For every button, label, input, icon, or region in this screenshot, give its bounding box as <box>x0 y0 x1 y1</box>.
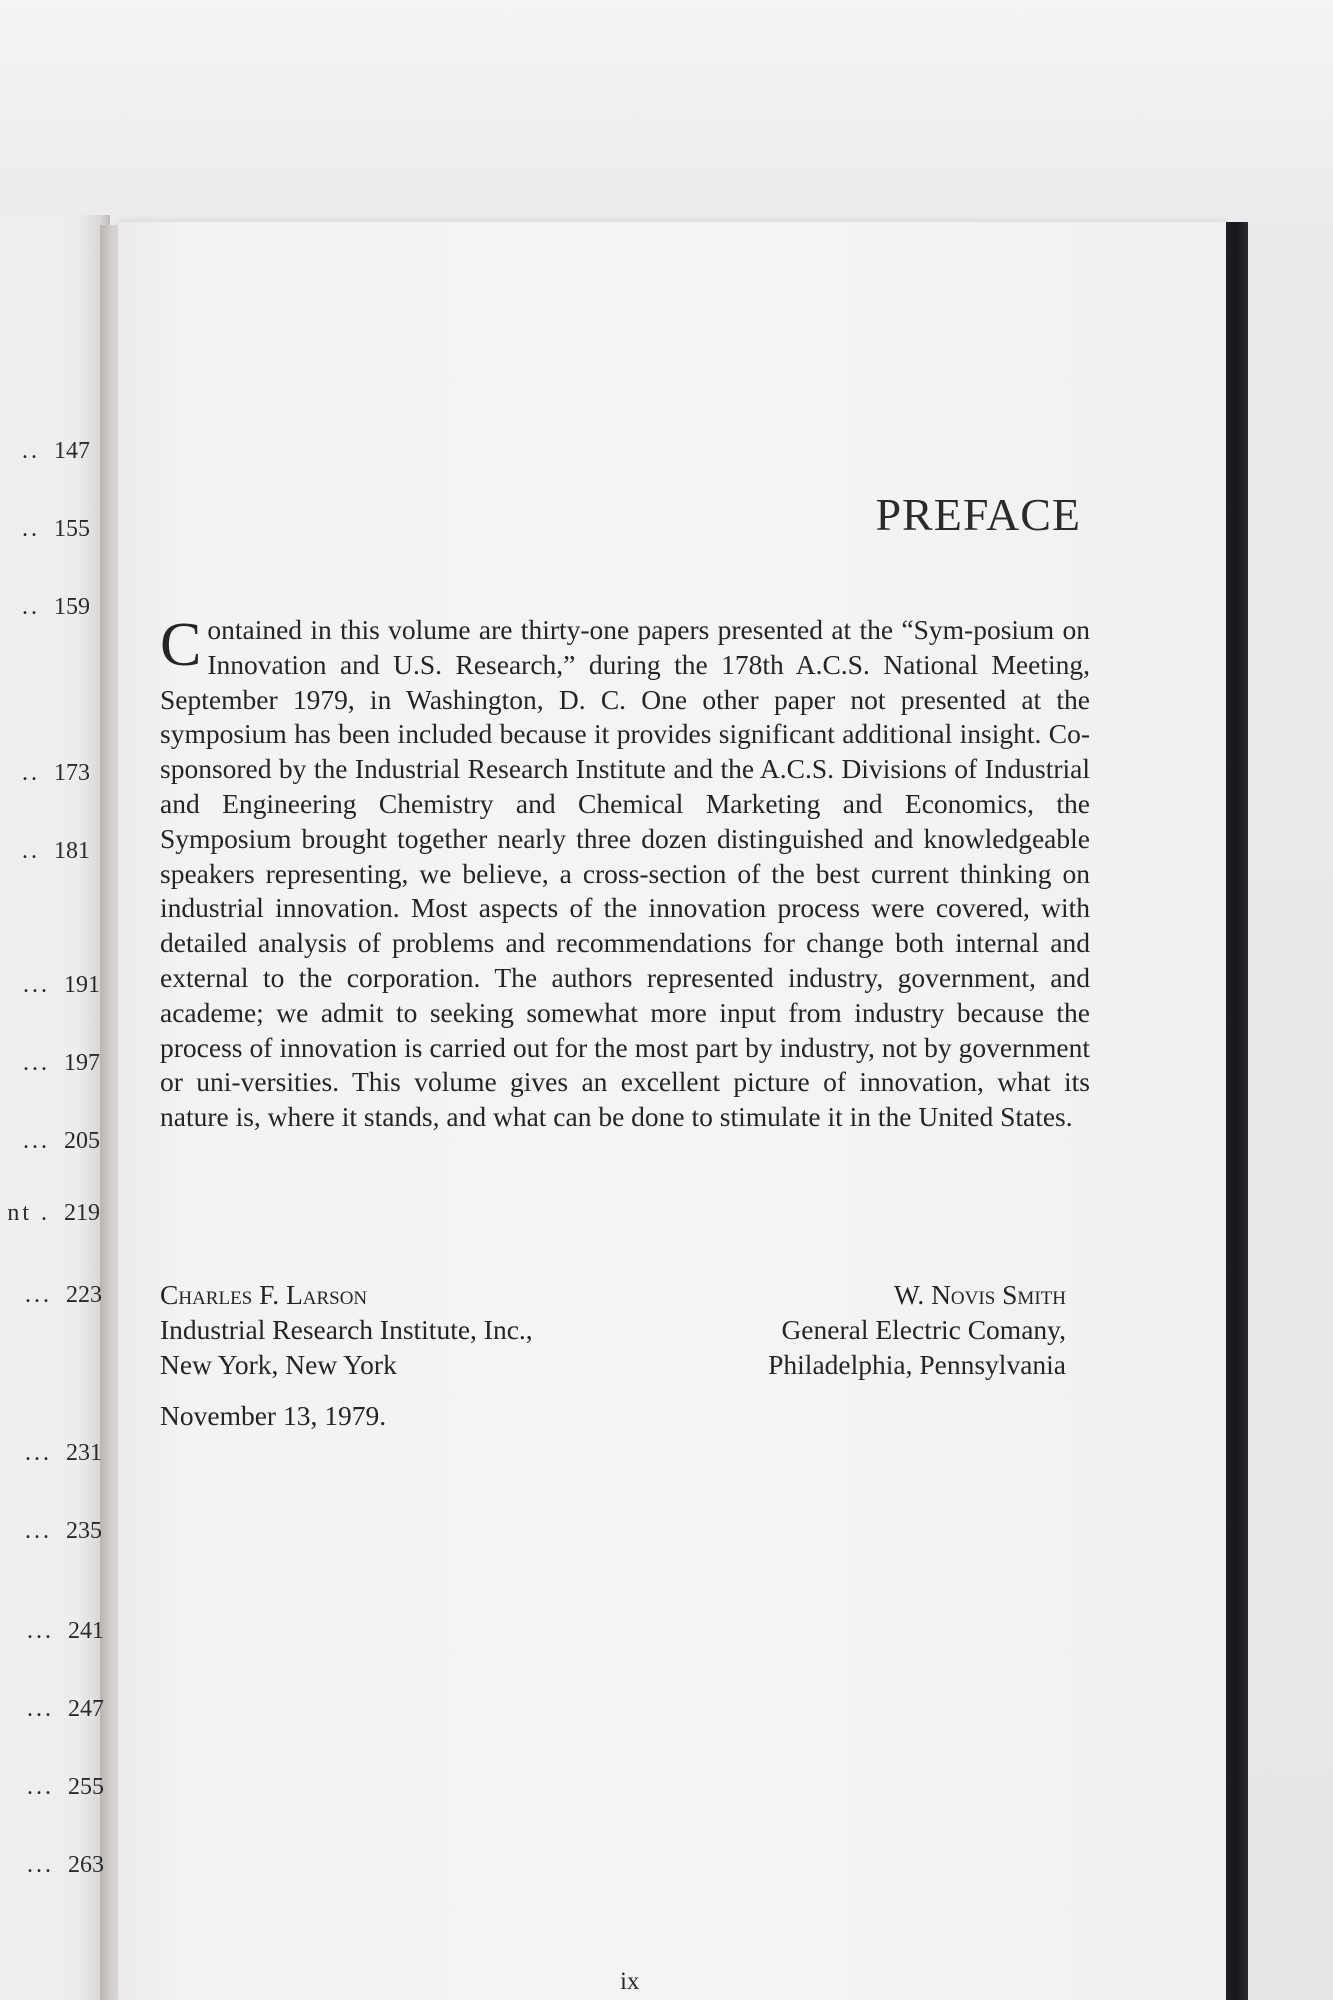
toc-row <box>0 1128 100 1168</box>
signer-name: W. Novis Smith <box>893 1279 1066 1310</box>
toc-row <box>0 594 90 634</box>
toc-row <box>0 1696 104 1736</box>
signature-right <box>768 1278 1066 1382</box>
toc-leader-dots: ... <box>27 1852 54 1878</box>
toc-page-number: 241 <box>68 1618 104 1644</box>
toc-row <box>0 516 90 556</box>
signer-organization: General Electric Comany, <box>781 1313 1066 1345</box>
toc-leader-dots: ... <box>25 1518 52 1544</box>
toc-row <box>0 438 90 478</box>
toc-page-number: 197 <box>64 1050 100 1076</box>
toc-leader-dots: ... <box>25 1440 52 1466</box>
toc-row <box>0 1618 104 1658</box>
toc-row <box>0 972 100 1012</box>
toc-leader-dots: ... <box>25 1282 52 1308</box>
preface-text: ontained in this volume are thirty-one papers presented at the “Sym-posium on Innovation and U.S. Research,” during the 178th A.C.S. National Meeting, September 1979, in Washington, D. C. One other paper not presented at the symposium has been included because it provides significant additional insight. Co-sponsored by the Industrial Research Institute and the A.C.S. Divisions of Industrial and Engineering Chemistry and Chemical Marketing and Economics, the Symposium brought together nearly three dozen distinguished and knowledgeable speakers representing, we believe, a cross-section of the best current thinking on industrial innovation. Most aspects of the innovation process were covered, with detailed analysis of problems and recommendations for change both internal and external to the corporation. The authors represented industry, government, and academe; we admit to seeking somewhat more input from industry because the process of innovation is carried out for the most part by industry, not by government or uni-versities. This volume gives an excellent picture of innovation, what its nature is, where it stands, and what can be done to stimulate it in the United States. <box>160 614 1090 1133</box>
toc-page-number: 223 <box>66 1282 102 1308</box>
toc-page-number: 181 <box>54 838 90 864</box>
preface-date: November 13, 1979. <box>160 1400 387 1431</box>
signer-organization: Industrial Research Institute, Inc., <box>160 1313 533 1345</box>
toc-row <box>0 1050 100 1090</box>
toc-leader-dots: ... <box>27 1696 54 1722</box>
toc-page-number: 155 <box>54 516 90 542</box>
toc-page-number: 205 <box>64 1128 100 1154</box>
toc-page-number: 263 <box>68 1852 104 1878</box>
toc-page-number: 159 <box>54 594 90 620</box>
toc-row <box>0 1440 102 1480</box>
toc-page-numbers <box>0 0 110 2000</box>
toc-page-number: 247 <box>68 1696 104 1722</box>
signer-location: New York, New York <box>160 1348 397 1380</box>
toc-leader-dots: nt . <box>7 1200 50 1226</box>
signature-left <box>160 1278 533 1382</box>
toc-page-number: 235 <box>66 1518 102 1544</box>
toc-leader-dots: .. <box>22 594 40 620</box>
signer-location: Philadelphia, Pennsylvania <box>768 1348 1066 1380</box>
toc-row <box>0 1774 104 1814</box>
toc-row <box>0 1200 100 1240</box>
signer-name: Charles F. Larson <box>160 1279 368 1310</box>
toc-row <box>0 1518 102 1558</box>
preface-paragraph <box>160 613 1090 1135</box>
toc-page-number: 173 <box>54 760 90 786</box>
toc-page-number: 219 <box>64 1200 100 1226</box>
toc-page-number: 191 <box>64 972 100 998</box>
toc-leader-dots: ... <box>23 1050 50 1076</box>
signature-block <box>160 1278 1066 1388</box>
toc-page-number: 147 <box>54 438 90 464</box>
toc-leader-dots: ... <box>23 1128 50 1154</box>
toc-page-number: 231 <box>66 1440 102 1466</box>
page-number: ix <box>620 1968 640 1995</box>
toc-page-number: 255 <box>68 1774 104 1800</box>
toc-leader-dots: .. <box>22 760 40 786</box>
toc-row <box>0 760 90 800</box>
toc-row <box>0 838 90 878</box>
toc-row <box>0 1282 102 1322</box>
drop-cap: C <box>160 611 202 679</box>
toc-leader-dots: ... <box>27 1618 54 1644</box>
toc-leader-dots: .. <box>22 838 40 864</box>
toc-row <box>0 1852 104 1892</box>
page-title: PREFACE <box>875 489 1081 540</box>
toc-leader-dots: ... <box>23 972 50 998</box>
toc-leader-dots: .. <box>22 516 40 542</box>
toc-leader-dots: ... <box>27 1774 54 1800</box>
toc-leader-dots: .. <box>22 438 40 464</box>
